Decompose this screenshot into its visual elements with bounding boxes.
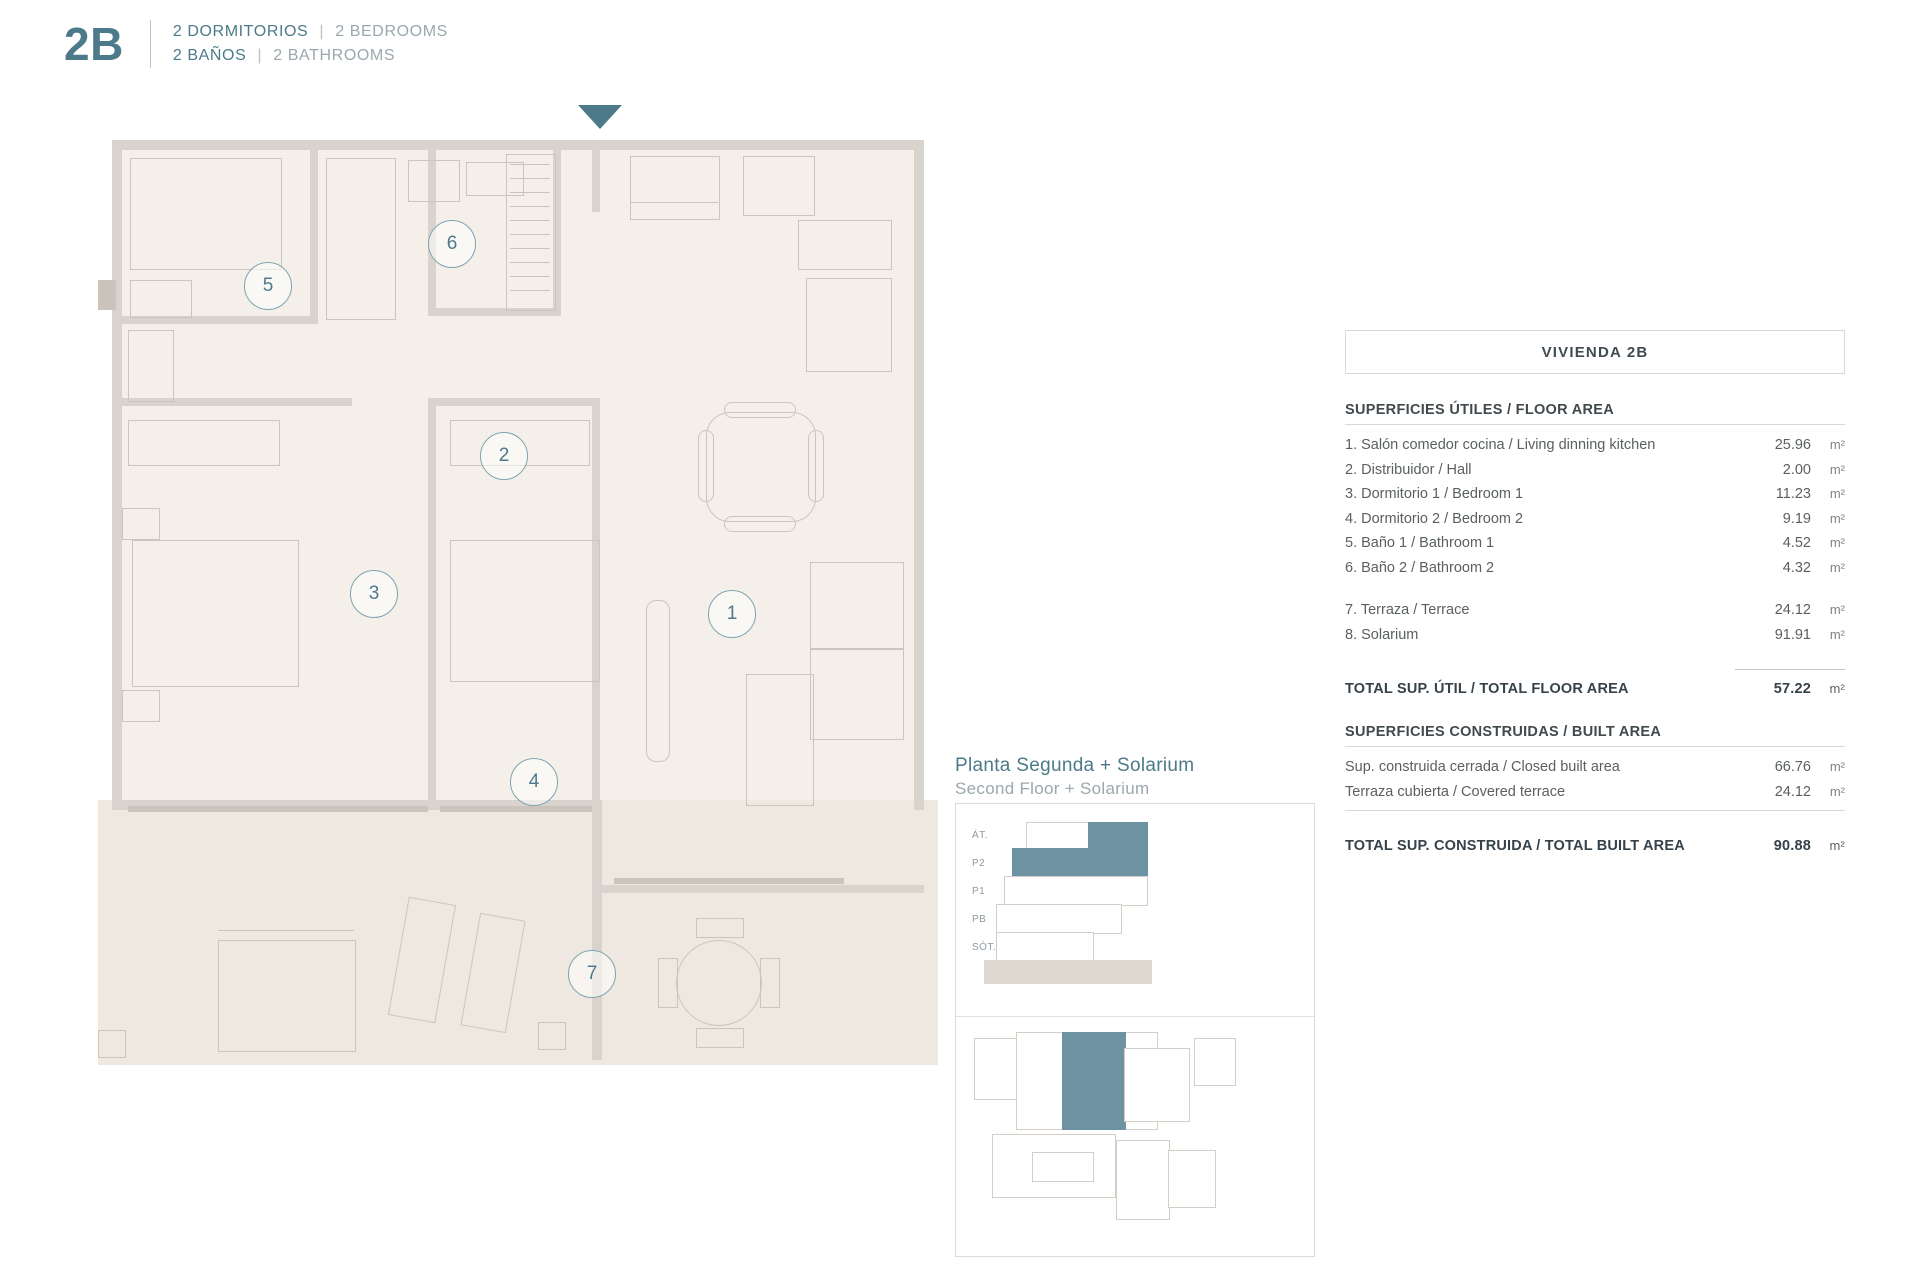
keyplan-site-pool	[1032, 1152, 1094, 1182]
row-value: 4.32	[1782, 559, 1811, 576]
stair-step-1	[510, 164, 550, 165]
unit-code: 2B	[64, 18, 124, 70]
keyplan-title-es: Planta Segunda + Solarium	[955, 755, 1195, 776]
keyplan-level-pb: PB	[972, 914, 987, 925]
keyplan-site-highlight	[1062, 1032, 1126, 1130]
row-label: 7. Terraza / Terrace	[1345, 602, 1470, 618]
built-area-heading: SUPERFICIES CONSTRUIDAS / BUILT AREA	[1345, 724, 1845, 747]
row-label: 1. Salón comedor cocina / Living dinning kitchen	[1345, 437, 1656, 453]
wall-left	[112, 140, 122, 810]
keyplan-level-at: ÁT.	[972, 830, 988, 841]
nightstand-bedroom1	[122, 508, 160, 540]
row-value: 24.12	[1774, 783, 1811, 800]
wall-bedroom2-top	[428, 398, 600, 406]
nightstand2-bedroom1	[122, 690, 160, 722]
bed-bedroom1	[132, 540, 299, 687]
bathrooms-label-en: 2 BATHROOMS	[273, 47, 396, 64]
total-floor-label: TOTAL SUP. ÚTIL / TOTAL FLOOR AREA	[1345, 681, 1629, 697]
dining-chair-top	[724, 402, 796, 418]
keyplan-box	[955, 803, 1315, 1257]
total-floor-value: 57.22	[1773, 681, 1811, 697]
dining-table	[706, 412, 816, 522]
row-unit: m²	[1829, 602, 1845, 617]
dining-chair-left	[698, 430, 714, 502]
keyplan-section-p1	[1004, 876, 1148, 906]
wardrobe-bedroom1	[128, 420, 280, 466]
keyplan-site-block-far-right	[1194, 1038, 1236, 1086]
terrace-column-left	[98, 1030, 126, 1058]
header-separator-1: |	[319, 23, 325, 40]
terrace-table	[676, 940, 762, 1026]
tv-unit	[646, 600, 670, 762]
keyplan-site-block-lower-right	[1168, 1150, 1216, 1208]
row-value: 24.12	[1774, 602, 1811, 618]
sink-bath1	[130, 280, 192, 318]
row-label: 3. Dormitorio 1 / Bedroom 1	[1345, 486, 1524, 502]
room-marker-5: 5	[244, 262, 292, 310]
wall-bedroom2-left	[428, 398, 436, 806]
room-marker-3: 3	[350, 570, 398, 618]
total-built-unit: m²	[1829, 838, 1845, 853]
window-bedroom1	[128, 806, 428, 812]
table-row	[1345, 755, 1845, 780]
kitchen-counter-left	[630, 156, 720, 220]
row-label: Sup. construida cerrada / Closed built area	[1345, 759, 1620, 775]
room-marker-2: 2	[480, 432, 528, 480]
row-unit: m²	[1829, 486, 1845, 501]
row-value: 9.19	[1782, 510, 1811, 527]
spacer	[1345, 580, 1845, 598]
shower-bath2	[326, 158, 396, 320]
sofa-lower	[810, 648, 904, 740]
total-floor-area-row	[1345, 676, 1845, 702]
stair-step-10	[510, 290, 550, 291]
wall-right	[914, 140, 924, 810]
stair-step-5	[510, 220, 550, 221]
keyplan-level-p2: P2	[972, 858, 986, 869]
header-subtitle-group	[173, 23, 448, 65]
floor-plan-drawing	[98, 140, 938, 1060]
solarium-stair	[218, 940, 356, 1052]
spacer	[1345, 647, 1845, 669]
row-unit: m²	[1829, 559, 1845, 575]
keyplan-section-at-highlight	[1088, 822, 1148, 850]
kitchen-counter-line	[630, 202, 718, 203]
keyplan-section-pb-b	[996, 932, 1094, 962]
sheet-header	[64, 20, 448, 68]
total-built-value: 90.88	[1773, 838, 1811, 854]
row-value: 66.76	[1774, 759, 1811, 775]
stair-step-6	[510, 234, 550, 235]
fridge	[806, 278, 892, 372]
keyplan-title-en: Second Floor + Solarium	[955, 779, 1150, 798]
table-row	[1345, 458, 1845, 483]
spec-title-box	[1345, 330, 1845, 374]
stair-step-4	[510, 206, 550, 207]
keyplan-site-block-right	[1124, 1048, 1190, 1122]
terrace-column-mid	[538, 1022, 566, 1050]
sofa-upper	[810, 562, 904, 650]
row-unit: m²	[1829, 535, 1845, 550]
stair-step-2	[510, 178, 550, 179]
table-row	[1345, 482, 1845, 507]
stair-step-8	[510, 262, 550, 263]
row-value: 25.96	[1774, 437, 1811, 453]
terrace-chair-top	[696, 918, 744, 938]
table-row	[1345, 531, 1845, 556]
table-row	[1345, 780, 1845, 805]
table-row	[1345, 433, 1845, 458]
row-unit: m²	[1829, 510, 1845, 526]
terrace-chair-bottom	[696, 1028, 744, 1048]
stair-step-9	[510, 276, 550, 277]
room-marker-4: 4	[510, 758, 558, 806]
wall-bath1-right	[310, 140, 318, 324]
bedrooms-label-es: 2 DORMITORIOS	[172, 23, 309, 40]
coffee-table	[746, 674, 814, 806]
row-unit: m²	[1829, 437, 1845, 452]
row-unit: m²	[1829, 783, 1845, 799]
spacer	[1345, 702, 1845, 724]
bathrooms-label-es: 2 BAÑOS	[172, 47, 247, 64]
dining-chair-right	[808, 430, 824, 502]
wall-bottom-right	[592, 885, 924, 893]
row-label: 6. Baño 2 / Bathroom 2	[1345, 559, 1495, 576]
header-line-bathrooms	[173, 47, 448, 65]
keyplan-section-at-a	[1026, 822, 1090, 850]
total-built-label: TOTAL SUP. CONSTRUIDA / TOTAL BUILT AREA	[1345, 838, 1685, 854]
total-floor-rule	[1735, 669, 1845, 670]
toilet-bath2	[408, 160, 460, 202]
row-value: 4.52	[1782, 535, 1811, 551]
keyplan-site-block-lower	[1116, 1140, 1170, 1220]
spec-title: VIVIENDA 2B	[1541, 343, 1649, 361]
bedrooms-label-en: 2 BEDROOMS	[335, 23, 448, 40]
row-label: 2. Distribuidor / Hall	[1345, 461, 1472, 478]
row-label: 5. Baño 1 / Bathroom 1	[1345, 535, 1495, 551]
header-line-bedrooms	[173, 23, 448, 41]
keyplan-section-ground	[984, 960, 1152, 984]
spacer	[1345, 811, 1845, 833]
floor-area-heading: SUPERFICIES ÚTILES / FLOOR AREA	[1345, 402, 1845, 425]
specification-panel	[1345, 330, 1845, 859]
terrace-chair-left	[658, 958, 678, 1008]
table-row	[1345, 556, 1845, 581]
kitchen-hob	[743, 156, 815, 216]
table-row	[1345, 623, 1845, 648]
bed-bedroom2	[450, 540, 600, 682]
keyplan-level-labels	[972, 822, 996, 962]
wall-kitchen-left	[592, 140, 600, 212]
keyplan-section-p2-highlight	[1012, 848, 1148, 878]
room-marker-7: 7	[568, 950, 616, 998]
wall-top	[112, 140, 924, 150]
row-unit: m²	[1829, 626, 1845, 642]
wall-terrace-left	[592, 800, 602, 1060]
row-value: 91.91	[1774, 626, 1811, 643]
room-marker-1: 1	[708, 590, 756, 638]
window-bedroom2	[440, 806, 592, 812]
window-living	[614, 878, 844, 884]
keyplan-level-sot: SÓT.	[972, 942, 997, 953]
keyplan-block	[955, 755, 1315, 1255]
total-built-area-row	[1345, 833, 1845, 859]
header-divider	[150, 20, 151, 68]
row-label: Terraza cubierta / Covered terrace	[1345, 783, 1566, 800]
stair-edge	[218, 930, 354, 931]
table-row	[1345, 598, 1845, 623]
shower-tray-bath1	[130, 158, 282, 270]
row-label: 4. Dormitorio 2 / Bedroom 2	[1345, 510, 1524, 527]
window-bath1	[98, 280, 116, 310]
keyplan-divider	[956, 1016, 1314, 1017]
keyplan-section-pb	[996, 904, 1122, 934]
row-unit: m²	[1829, 759, 1845, 774]
row-value: 11.23	[1775, 486, 1811, 502]
keyplan-level-p1: P1	[972, 886, 986, 897]
header-separator-2: |	[257, 47, 263, 64]
stair-step-3	[510, 192, 550, 193]
dining-chair-bottom	[724, 516, 796, 532]
row-label: 8. Solarium	[1345, 626, 1419, 643]
row-unit: m²	[1829, 461, 1845, 477]
room-marker-6: 6	[428, 220, 476, 268]
entry-arrow-icon	[578, 105, 622, 129]
table-row	[1345, 507, 1845, 532]
stair-step-7	[510, 248, 550, 249]
kitchen-sink	[798, 220, 892, 270]
terrace-chair-right	[760, 958, 780, 1008]
row-value: 2.00	[1782, 461, 1811, 478]
toilet-bath1	[128, 330, 174, 402]
total-floor-unit: m²	[1829, 681, 1845, 696]
